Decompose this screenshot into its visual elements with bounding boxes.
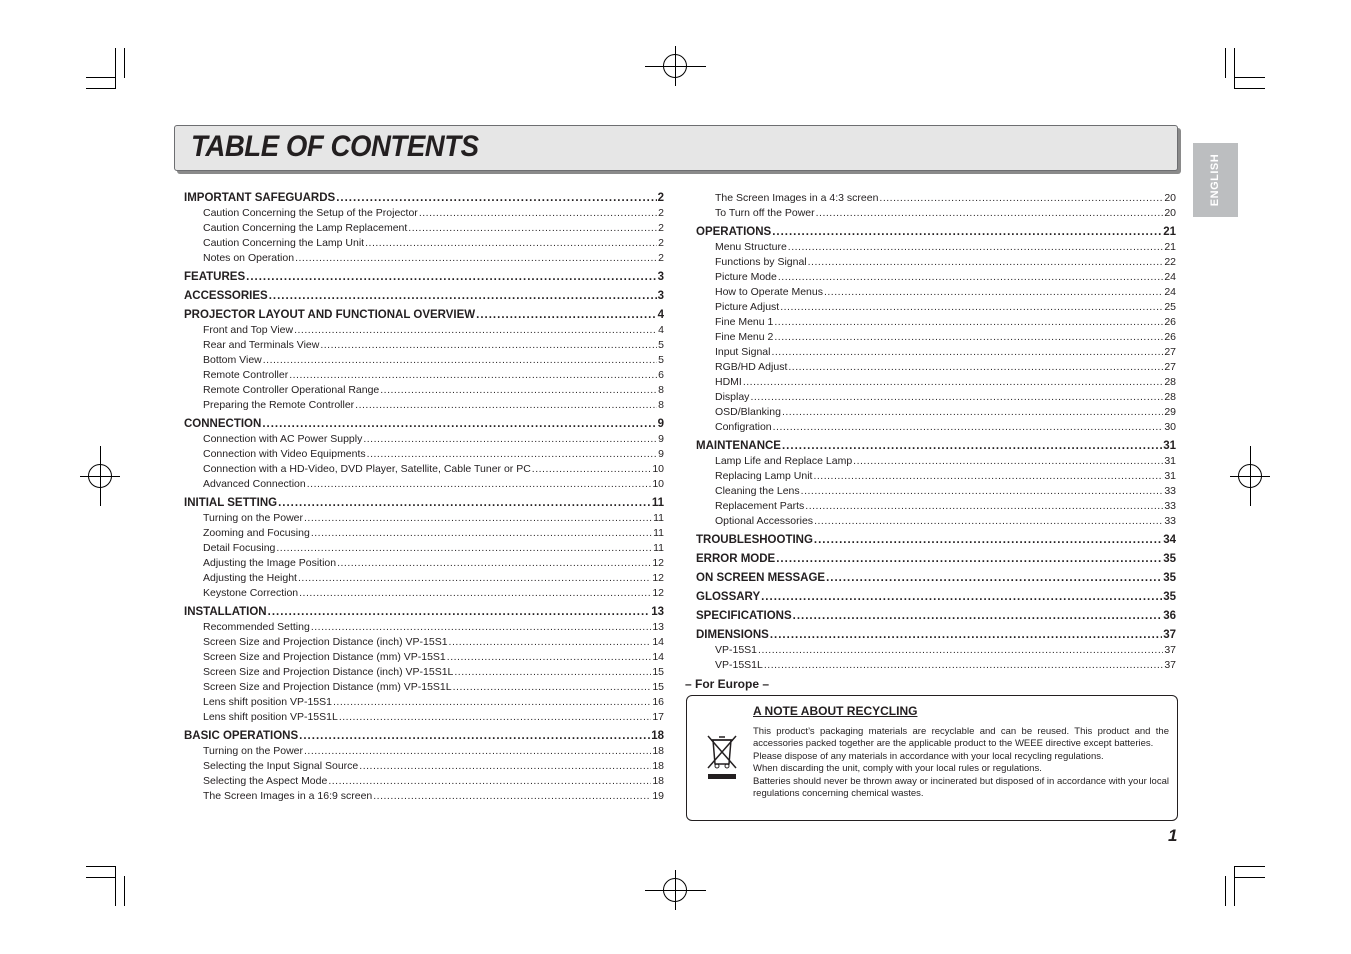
toc-subsection-entry — [715, 331, 1176, 343]
toc-page-number: 13 — [652, 621, 664, 633]
toc-page-number: 35 — [1163, 553, 1176, 565]
toc-entry-title: OPERATIONS — [696, 226, 772, 238]
europe-label: – For Europe – — [685, 677, 770, 691]
toc-page-number: 37 — [1164, 644, 1176, 656]
toc-leader-dots — [782, 406, 1163, 418]
toc-page-number: 2 — [658, 252, 664, 264]
recycling-text — [753, 726, 1169, 800]
toc-page-number: 31 — [1164, 470, 1176, 482]
toc-leader-dots — [262, 418, 656, 430]
toc-leader-dots — [268, 606, 651, 618]
toc-entry-title: Notes on Operation — [203, 252, 295, 264]
toc-subsection-entry — [715, 455, 1176, 467]
toc-subsection-entry — [203, 399, 664, 411]
toc-leader-dots — [299, 587, 651, 599]
toc-subsection-entry — [203, 339, 664, 351]
toc-subsection-entry — [203, 790, 664, 802]
toc-page-number: 11 — [651, 497, 664, 509]
toc-entry-title: Bottom View — [203, 354, 262, 366]
toc-entry-title: MAINTENANCE — [696, 440, 781, 452]
toc-entry-title: Replacement Parts — [715, 500, 805, 512]
toc-entry-title: Connection with Video Equipments — [203, 448, 366, 460]
toc-subsection-entry — [203, 478, 664, 490]
toc-leader-dots — [879, 192, 1163, 204]
toc-section-entry — [696, 629, 1176, 641]
toc-entry-title: To Turn off the Power — [715, 207, 815, 219]
toc-leader-dots — [743, 376, 1163, 388]
toc-leader-dots — [304, 745, 651, 757]
toc-page-number: 18 — [652, 760, 664, 772]
toc-section-entry — [184, 418, 664, 430]
toc-page-number: 2 — [658, 222, 664, 234]
toc-page-number: 3 — [657, 290, 664, 302]
toc-entry-title: Picture Mode — [715, 271, 777, 283]
toc-subsection-entry — [203, 463, 664, 475]
title-bar — [174, 125, 1178, 171]
toc-page-number: 5 — [658, 354, 664, 366]
toc-entry-title: Picture Adjust — [715, 301, 780, 313]
toc-leader-dots — [814, 534, 1162, 546]
toc-section-entry — [696, 591, 1176, 603]
toc-entry-title: The Screen Images in a 16:9 screen — [203, 790, 373, 802]
toc-subsection-entry — [203, 222, 664, 234]
toc-leader-dots — [311, 621, 652, 633]
toc-section-entry — [696, 572, 1176, 584]
toc-entry-title: SPECIFICATIONS — [696, 610, 792, 622]
toc-entry-title: Menu Structure — [715, 241, 787, 253]
toc-entry-title: BASIC OPERATIONS — [184, 730, 299, 742]
toc-page-number: 2 — [658, 207, 664, 219]
toc-entry-title: ACCESSORIES — [184, 290, 268, 302]
toc-subsection-entry — [203, 572, 664, 584]
toc-entry-title: Caution Concerning the Lamp Replacement — [203, 222, 408, 234]
language-tab — [1193, 143, 1238, 217]
toc-entry-title: Display — [715, 391, 750, 403]
toc-section-entry — [696, 610, 1176, 622]
toc-page-number: 8 — [658, 384, 664, 396]
toc-entry-title: DIMENSIONS — [696, 629, 769, 641]
toc-subsection-entry — [203, 354, 664, 366]
toc-subsection-entry — [715, 286, 1176, 298]
toc-page-number: 14 — [652, 651, 664, 663]
toc-entry-title: Fine Menu 1 — [715, 316, 774, 328]
toc-entry-title: Turning on the Power — [203, 512, 304, 524]
toc-leader-dots — [773, 421, 1164, 433]
toc-page-number: 15 — [652, 666, 664, 678]
toc-entry-title: CONNECTION — [184, 418, 262, 430]
toc-entry-title: Screen Size and Projection Distance (inch) VP-15S1L — [203, 666, 454, 678]
toc-entry-title: Adjusting the Height — [203, 572, 297, 584]
toc-page-number: 20 — [1164, 207, 1176, 219]
toc-entry-title: Input Signal — [715, 346, 771, 358]
toc-page-number: 10 — [652, 463, 664, 475]
toc-subsection-entry — [203, 636, 664, 648]
toc-subsection-entry — [715, 361, 1176, 373]
toc-subsection-entry — [203, 237, 664, 249]
toc-subsection-entry — [203, 542, 664, 554]
toc-page-number: 24 — [1164, 271, 1176, 283]
toc-leader-dots — [447, 651, 652, 663]
toc-section-entry — [696, 440, 1176, 452]
toc-section-entry — [696, 553, 1176, 565]
page-title: TABLE OF CONTENTS — [191, 130, 479, 163]
recycling-paragraph: Batteries should never be thrown away or incinerated but disposed of in accordance with your local regulations concerning chemical wastes. — [753, 775, 1169, 800]
toc-subsection-entry — [203, 696, 664, 708]
toc-subsection-entry — [203, 587, 664, 599]
toc-leader-dots — [276, 542, 652, 554]
toc-page-number: 5 — [658, 339, 664, 351]
toc-page-number: 4 — [658, 324, 664, 336]
toc-page-number: 31 — [1164, 455, 1176, 467]
toc-page-number: 11 — [653, 527, 664, 539]
toc-leader-dots — [813, 470, 1163, 482]
toc-section-entry — [696, 534, 1176, 546]
toc-leader-dots — [304, 512, 652, 524]
toc-entry-title: Connection with a HD-Video, DVD Player, Satellite, Cable Tuner or PC — [203, 463, 531, 475]
toc-leader-dots — [476, 309, 656, 321]
toc-leader-dots — [373, 790, 651, 802]
toc-subsection-entry — [715, 515, 1176, 527]
toc-entry-title: Zooming and Focusing — [203, 527, 310, 539]
language-tab-label: ENGLISH — [1209, 153, 1222, 207]
toc-leader-dots — [801, 485, 1164, 497]
recycling-title: A NOTE ABOUT RECYCLING — [753, 704, 918, 718]
toc-subsection-entry — [203, 527, 664, 539]
toc-subsection-entry — [203, 252, 664, 264]
toc-leader-dots — [453, 681, 652, 693]
toc-entry-title: INITIAL SETTING — [184, 497, 278, 509]
toc-subsection-entry — [715, 644, 1176, 656]
toc-entry-title: Screen Size and Projection Distance (mm) VP-15S1L — [203, 681, 452, 693]
toc-leader-dots — [419, 207, 657, 219]
toc-entry-title: PROJECTOR LAYOUT AND FUNCTIONAL OVERVIEW — [184, 309, 476, 321]
toc-entry-title: Detail Focusing — [203, 542, 276, 554]
toc-leader-dots — [363, 433, 657, 445]
toc-entry-title: Remote Controller — [203, 369, 289, 381]
toc-subsection-entry — [203, 557, 664, 569]
toc-entry-title: ERROR MODE — [696, 553, 776, 565]
toc-page-number: 33 — [1164, 515, 1176, 527]
toc-subsection-entry — [715, 391, 1176, 403]
toc-subsection-entry — [715, 207, 1176, 219]
toc-page-number: 20 — [1164, 192, 1176, 204]
toc-subsection-entry — [203, 651, 664, 663]
toc-page-number: 28 — [1164, 391, 1176, 403]
toc-entry-title: Fine Menu 2 — [715, 331, 774, 343]
toc-leader-dots — [771, 346, 1163, 358]
toc-leader-dots — [774, 316, 1163, 328]
toc-leader-dots — [408, 222, 657, 234]
toc-subsection-entry — [715, 500, 1176, 512]
toc-subsection-entry — [715, 192, 1176, 204]
toc-subsection-entry — [203, 760, 664, 772]
toc-leader-dots — [770, 629, 1162, 641]
toc-leader-dots — [824, 286, 1163, 298]
toc-subsection-entry — [715, 470, 1176, 482]
toc-page-number: 26 — [1164, 331, 1176, 343]
toc-page-number: 12 — [652, 557, 664, 569]
toc-entry-title: Lens shift position VP-15S1 — [203, 696, 332, 708]
toc-leader-dots — [782, 440, 1162, 452]
toc-page-number: 35 — [1163, 591, 1176, 603]
toc-leader-dots — [355, 399, 657, 411]
toc-entry-title: Configration — [715, 421, 772, 433]
toc-page-number: 2 — [658, 237, 664, 249]
toc-subsection-entry — [715, 485, 1176, 497]
toc-page-number: 9 — [658, 448, 664, 460]
toc-subsection-entry — [203, 512, 664, 524]
toc-leader-dots — [333, 696, 651, 708]
toc-page-number: 16 — [652, 696, 664, 708]
toc-entry-title: Selecting the Input Signal Source — [203, 760, 359, 772]
toc-leader-dots — [454, 666, 651, 678]
toc-page-number: 30 — [1164, 421, 1176, 433]
toc-leader-dots — [365, 237, 657, 249]
toc-page-number: 11 — [653, 542, 664, 554]
toc-page-number: 9 — [658, 433, 664, 445]
toc-entry-title: Lamp Life and Replace Lamp — [715, 455, 853, 467]
toc-section-entry — [184, 730, 664, 742]
toc-section-entry — [184, 271, 664, 283]
toc-section-entry — [184, 309, 664, 321]
toc-subsection-entry — [715, 256, 1176, 268]
toc-subsection-entry — [203, 369, 664, 381]
toc-entry-title: IMPORTANT SAFEGUARDS — [184, 192, 336, 204]
toc-page-number: 12 — [652, 587, 664, 599]
toc-entry-title: Screen Size and Projection Distance (inch) VP-15S1 — [203, 636, 448, 648]
toc-entry-title: Replacing Lamp Unit — [715, 470, 813, 482]
toc-page-number: 3 — [657, 271, 664, 283]
toc-section-entry — [184, 497, 664, 509]
toc-leader-dots — [336, 192, 656, 204]
toc-entry-title: How to Operate Menus — [715, 286, 823, 298]
toc-subsection-entry — [203, 433, 664, 445]
toc-page-number: 11 — [653, 512, 664, 524]
toc-page-number: 37 — [1163, 629, 1176, 641]
toc-page-number: 35 — [1163, 572, 1176, 584]
toc-entry-title: Remote Controller Operational Range — [203, 384, 380, 396]
toc-entry-title: VP-15S1L — [715, 659, 763, 671]
toc-leader-dots — [339, 711, 651, 723]
toc-leader-dots — [359, 760, 651, 772]
toc-leader-dots — [532, 463, 652, 475]
toc-page-number: 36 — [1163, 610, 1176, 622]
toc-page-number: 33 — [1164, 500, 1176, 512]
toc-leader-dots — [278, 497, 651, 509]
toc-leader-dots — [337, 557, 651, 569]
toc-subsection-entry — [203, 775, 664, 787]
toc-entry-title: Lens shift position VP-15S1L — [203, 711, 338, 723]
crossed-out-bin-icon — [705, 734, 739, 782]
toc-leader-dots — [814, 515, 1163, 527]
toc-entry-title: Advanced Connection — [203, 478, 306, 490]
toc-subsection-entry — [203, 666, 664, 678]
toc-entry-title: Functions by Signal — [715, 256, 807, 268]
toc-leader-dots — [320, 339, 657, 351]
toc-subsection-entry — [715, 301, 1176, 313]
toc-leader-dots — [263, 354, 657, 366]
toc-page-number: 17 — [652, 711, 664, 723]
toc-subsection-entry — [715, 241, 1176, 253]
toc-entry-title: VP-15S1 — [715, 644, 758, 656]
toc-page-number: 2 — [657, 192, 664, 204]
toc-leader-dots — [299, 730, 650, 742]
toc-page-number: 14 — [652, 636, 664, 648]
toc-page-number: 18 — [651, 730, 664, 742]
toc-leader-dots — [805, 500, 1163, 512]
toc-entry-title: Screen Size and Projection Distance (mm) VP-15S1 — [203, 651, 446, 663]
toc-subsection-entry — [203, 681, 664, 693]
toc-leader-dots — [294, 324, 657, 336]
toc-page-number: 21 — [1164, 241, 1176, 253]
toc-page-number: 18 — [652, 775, 664, 787]
toc-subsection-entry — [715, 271, 1176, 283]
toc-leader-dots — [298, 572, 651, 584]
toc-entry-title: Caution Concerning the Lamp Unit — [203, 237, 365, 249]
toc-leader-dots — [328, 775, 651, 787]
toc-entry-title: TROUBLESHOOTING — [696, 534, 813, 546]
toc-leader-dots — [793, 610, 1163, 622]
toc-entry-title: The Screen Images in a 4:3 screen — [715, 192, 879, 204]
toc-entry-title: Selecting the Aspect Mode — [203, 775, 328, 787]
toc-entry-title: Turning on the Power — [203, 745, 304, 757]
toc-subsection-entry — [715, 659, 1176, 671]
toc-subsection-entry — [715, 421, 1176, 433]
toc-subsection-entry — [715, 376, 1176, 388]
toc-section-entry — [184, 290, 664, 302]
toc-leader-dots — [778, 271, 1163, 283]
toc-subsection-entry — [203, 448, 664, 460]
toc-page-number: 9 — [657, 418, 664, 430]
toc-leader-dots — [269, 290, 657, 302]
toc-leader-dots — [780, 301, 1163, 313]
toc-leader-dots — [826, 572, 1162, 584]
toc-page-number: 12 — [652, 572, 664, 584]
toc-leader-dots — [307, 478, 652, 490]
toc-leader-dots — [289, 369, 657, 381]
toc-entry-title: Cleaning the Lens — [715, 485, 800, 497]
toc-entry-title: GLOSSARY — [696, 591, 761, 603]
toc-entry-title: RGB/HD Adjust — [715, 361, 788, 373]
toc-leader-dots — [367, 448, 657, 460]
toc-leader-dots — [772, 226, 1162, 238]
toc-entry-title: INSTALLATION — [184, 606, 267, 618]
toc-page-number: 29 — [1164, 406, 1176, 418]
toc-page-number: 31 — [1163, 440, 1176, 452]
toc-subsection-entry — [715, 406, 1176, 418]
toc-leader-dots — [380, 384, 657, 396]
toc-subsection-entry — [715, 316, 1176, 328]
toc-page-number: 19 — [652, 790, 664, 802]
toc-leader-dots — [808, 256, 1164, 268]
toc-page-number: 24 — [1164, 286, 1176, 298]
toc-entry-title: Rear and Terminals View — [203, 339, 320, 351]
toc-entry-title: Keystone Correction — [203, 587, 299, 599]
toc-subsection-entry — [203, 711, 664, 723]
toc-leader-dots — [246, 271, 656, 283]
toc-entry-title: HDMI — [715, 376, 742, 388]
toc-page-number: 4 — [657, 309, 664, 321]
toc-entry-title: Preparing the Remote Controller — [203, 399, 355, 411]
recycling-note-box — [686, 695, 1178, 821]
toc-subsection-entry — [715, 346, 1176, 358]
toc-leader-dots — [750, 391, 1163, 403]
toc-entry-title: Recommended Setting — [203, 621, 310, 633]
toc-page-number: 10 — [652, 478, 664, 490]
toc-page-number: 22 — [1164, 256, 1176, 268]
toc-page-number: 15 — [652, 681, 664, 693]
toc-page-number: 18 — [652, 745, 664, 757]
toc-leader-dots — [758, 644, 1163, 656]
recycling-paragraph: When discarding the unit, comply with your local rules or regulations. — [753, 763, 1042, 775]
toc-entry-title: Optional Accessories — [715, 515, 814, 527]
toc-entry-title: FEATURES — [184, 271, 246, 283]
toc-page-number: 21 — [1163, 226, 1176, 238]
toc-entry-title: Caution Concerning the Setup of the Projector — [203, 207, 418, 219]
toc-entry-title: OSD/Blanking — [715, 406, 781, 418]
toc-leader-dots — [295, 252, 657, 264]
toc-page-number: 26 — [1164, 316, 1176, 328]
toc-leader-dots — [776, 553, 1162, 565]
page-number: 1 — [1168, 826, 1178, 845]
toc-page-number: 6 — [658, 369, 664, 381]
toc-page-number: 27 — [1164, 361, 1176, 373]
toc-subsection-entry — [203, 207, 664, 219]
toc-page-number: 8 — [658, 399, 664, 411]
toc-page-number: 33 — [1164, 485, 1176, 497]
toc-leader-dots — [788, 241, 1164, 253]
toc-page-number: 34 — [1163, 534, 1176, 546]
toc-subsection-entry — [203, 745, 664, 757]
toc-page-number: 37 — [1164, 659, 1176, 671]
toc-section-entry — [184, 606, 664, 618]
toc-leader-dots — [853, 455, 1163, 467]
toc-leader-dots — [788, 361, 1163, 373]
toc-leader-dots — [774, 331, 1163, 343]
toc-entry-title: Adjusting the Image Position — [203, 557, 337, 569]
toc-entry-title: ON SCREEN MESSAGE — [696, 572, 826, 584]
toc-entry-title: Connection with AC Power Supply — [203, 433, 363, 445]
toc-subsection-entry — [203, 384, 664, 396]
toc-section-entry — [184, 192, 664, 204]
toc-entry-title: Front and Top View — [203, 324, 294, 336]
toc-subsection-entry — [203, 324, 664, 336]
toc-leader-dots — [449, 636, 652, 648]
toc-leader-dots — [764, 659, 1163, 671]
toc-leader-dots — [761, 591, 1162, 603]
recycling-paragraph: This product’s packaging materials are recyclable and can be reused. This product and the accessories packed together are the applicable product to the WEEE directive except batteries. — [753, 726, 1169, 750]
toc-page-number: 13 — [651, 606, 664, 618]
toc-leader-dots — [311, 527, 652, 539]
recycling-paragraph: Please dispose of any materials in accordance with your local recycling regulations. — [753, 750, 1104, 762]
toc-page-number: 27 — [1164, 346, 1176, 358]
toc-page-number: 25 — [1164, 301, 1176, 313]
toc-section-entry — [696, 226, 1176, 238]
toc-subsection-entry — [203, 621, 664, 633]
toc-page-number: 28 — [1164, 376, 1176, 388]
toc-leader-dots — [816, 207, 1164, 219]
